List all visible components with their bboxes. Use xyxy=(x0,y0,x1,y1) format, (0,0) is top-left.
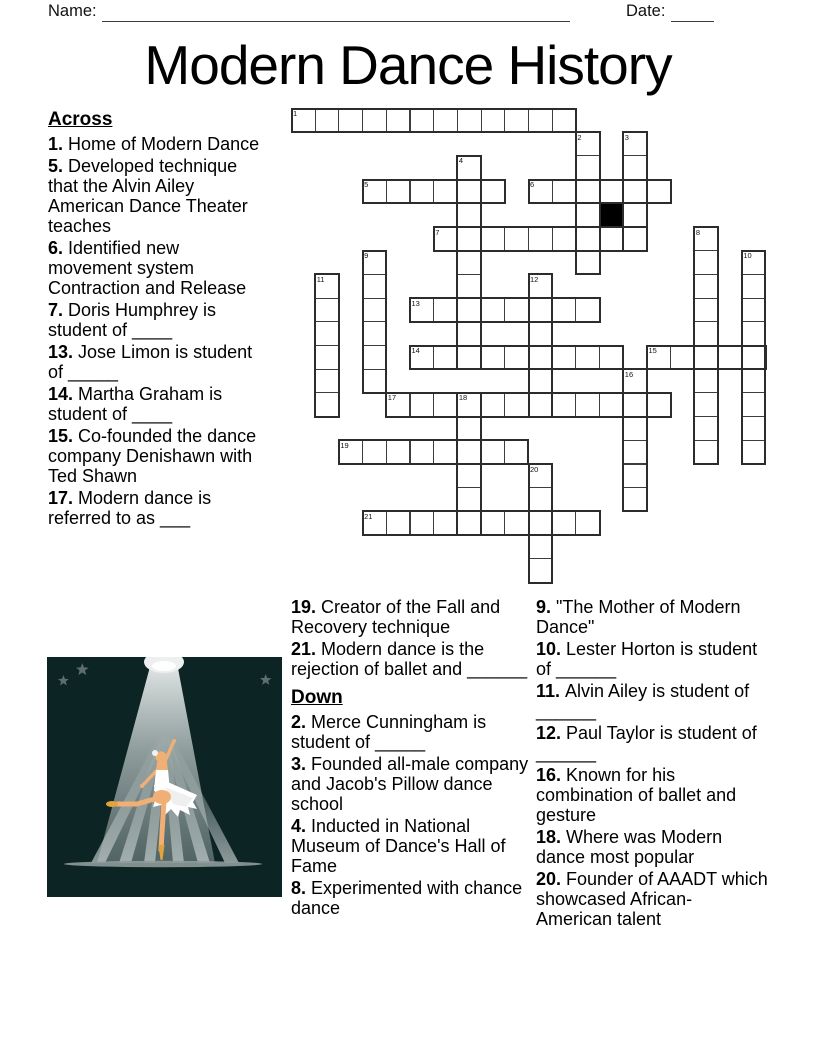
grid-cell[interactable] xyxy=(528,345,553,370)
clue-19: 19. Creator of the Fall and Recovery technique xyxy=(291,597,501,637)
clue-3: 3. Founded all-male company and Jacob's Pillow dance school xyxy=(291,754,529,814)
grid-cell[interactable] xyxy=(315,108,340,133)
grid-cell[interactable] xyxy=(457,416,482,441)
cell-number: 8 xyxy=(695,227,701,237)
clue-13: 13. Jose Limon is student of _____ xyxy=(48,342,253,382)
clue-20: 20. Founder of AAADT which showcased African-American talent xyxy=(536,869,768,929)
across-clues-column xyxy=(48,110,262,530)
cell-number: 15 xyxy=(648,346,657,355)
grid-cell[interactable] xyxy=(741,345,766,370)
date-label: Date: xyxy=(626,2,666,20)
grid-cell[interactable] xyxy=(575,392,600,417)
grid-cell[interactable] xyxy=(623,440,648,465)
across-clues-list xyxy=(48,134,262,528)
grid-cell[interactable] xyxy=(552,227,577,252)
grid-cell[interactable] xyxy=(528,321,553,346)
cell-number: 4 xyxy=(458,156,464,166)
grid-cell[interactable] xyxy=(741,392,766,417)
clue-18: 18. Where was Modern dance most popular xyxy=(536,827,723,867)
grid-cell[interactable] xyxy=(528,108,553,133)
grid-cell[interactable] xyxy=(362,108,387,133)
grid-cell[interactable] xyxy=(457,511,482,536)
grid-cell[interactable] xyxy=(457,203,482,228)
grid-cell[interactable] xyxy=(481,440,506,465)
grid-cell[interactable] xyxy=(433,392,458,417)
grid-cell[interactable] xyxy=(694,321,719,346)
cell-number: 12 xyxy=(530,274,539,284)
grid-cell[interactable] xyxy=(528,298,553,323)
clue-2: 2. Merce Cunningham is student of _____ xyxy=(291,712,487,752)
grid-cell[interactable] xyxy=(386,392,411,417)
grid-cell[interactable] xyxy=(433,345,458,370)
grid-cell[interactable] xyxy=(599,227,624,252)
black-cell xyxy=(599,203,624,228)
grid-cell[interactable] xyxy=(410,511,435,536)
grid-cell[interactable] xyxy=(362,440,387,465)
grid-cell[interactable] xyxy=(575,227,600,252)
grid-cell[interactable] xyxy=(623,369,648,394)
date-blank-line xyxy=(671,21,714,22)
down-header: Down xyxy=(291,687,343,708)
grid-cell[interactable] xyxy=(504,345,529,370)
cell-number: 20 xyxy=(530,464,539,474)
grid-cell[interactable] xyxy=(623,392,648,417)
cell-number: 13 xyxy=(411,298,420,308)
down-clues-list-continued xyxy=(536,597,768,929)
clue-12: 12. Paul Taylor is student of ______ xyxy=(536,723,757,763)
grid-cell[interactable] xyxy=(741,321,766,346)
grid-cell[interactable] xyxy=(741,369,766,394)
grid-cell[interactable] xyxy=(552,392,577,417)
grid-cell[interactable] xyxy=(504,227,529,252)
grid-cell[interactable] xyxy=(315,274,340,299)
grid-cell[interactable] xyxy=(457,108,482,133)
stage-lamp-glow xyxy=(152,661,176,671)
grid-cell[interactable] xyxy=(528,487,553,512)
grid-cell[interactable] xyxy=(362,369,387,394)
grid-cell[interactable] xyxy=(457,155,482,180)
grid-cell[interactable] xyxy=(410,298,435,323)
grid-cell[interactable] xyxy=(528,535,553,560)
grid-cell[interactable] xyxy=(410,440,435,465)
crossword-grid xyxy=(291,108,767,584)
grid-cell[interactable] xyxy=(528,392,553,417)
grid-cell[interactable] xyxy=(315,321,340,346)
grid-cell[interactable] xyxy=(386,511,411,536)
grid-cell[interactable] xyxy=(315,298,340,323)
grid-cell[interactable] xyxy=(575,155,600,180)
grid-cell[interactable] xyxy=(338,440,363,465)
grid-cell[interactable] xyxy=(741,274,766,299)
grid-cell[interactable] xyxy=(481,345,506,370)
grid-cell[interactable] xyxy=(670,345,695,370)
cell-number: 18 xyxy=(458,393,468,403)
grid-cell[interactable] xyxy=(291,108,316,133)
grid-cell[interactable] xyxy=(481,392,506,417)
grid-cell[interactable] xyxy=(575,132,600,157)
across-clues-list-continued xyxy=(291,597,533,679)
grid-cell[interactable] xyxy=(718,345,743,370)
grid-cell[interactable] xyxy=(623,416,648,441)
grid-cell[interactable] xyxy=(694,416,719,441)
name-label: Name: xyxy=(48,2,97,20)
stage-floor xyxy=(64,861,262,867)
grid-cell[interactable] xyxy=(386,440,411,465)
grid-cell[interactable] xyxy=(552,179,577,204)
clue-6: 6. Identified new movement system Contraction and Release xyxy=(48,238,247,298)
cell-number: 7 xyxy=(435,227,440,237)
cell-number: 5 xyxy=(364,180,369,190)
grid-cell[interactable] xyxy=(386,179,411,204)
grid-cell[interactable] xyxy=(694,345,719,370)
grid-cell[interactable] xyxy=(433,298,458,323)
grid-cell[interactable] xyxy=(386,108,411,133)
clue-21: 21. Modern dance is the rejection of ballet and ______ xyxy=(291,639,528,679)
cell-number: 9 xyxy=(364,251,369,261)
grid-cell[interactable] xyxy=(410,345,435,370)
grid-cell[interactable] xyxy=(694,227,719,252)
grid-cell[interactable] xyxy=(481,227,506,252)
grid-cell[interactable] xyxy=(623,464,648,489)
grid-cell[interactable] xyxy=(694,440,719,465)
grid-cell[interactable] xyxy=(741,416,766,441)
grid-cell[interactable] xyxy=(362,345,387,370)
across-header: Across xyxy=(48,109,113,130)
grid-cell[interactable] xyxy=(647,392,672,417)
grid-cell[interactable] xyxy=(741,250,766,275)
clue-14: 14. Martha Graham is student of ____ xyxy=(48,384,223,424)
grid-cell[interactable] xyxy=(741,440,766,465)
grid-cell[interactable] xyxy=(362,298,387,323)
grid-cell[interactable] xyxy=(457,392,482,417)
grid-cell[interactable] xyxy=(338,108,363,133)
grid-cell[interactable] xyxy=(504,511,529,536)
grid-cell[interactable] xyxy=(552,511,577,536)
grid-cell[interactable] xyxy=(552,298,577,323)
clue-10: 10. Lester Horton is student of ______ xyxy=(536,639,758,679)
cell-number: 19 xyxy=(340,440,349,450)
grid-cell[interactable] xyxy=(481,511,506,536)
grid-cell[interactable] xyxy=(457,440,482,465)
grid-cell[interactable] xyxy=(528,558,553,583)
grid-cell[interactable] xyxy=(481,108,506,133)
grid-cell[interactable] xyxy=(457,274,482,299)
grid-cell[interactable] xyxy=(504,108,529,133)
grid-cell[interactable] xyxy=(694,250,719,275)
cell-number: 11 xyxy=(316,274,325,284)
clue-11: 11. Alvin Ailey is student of ______ xyxy=(536,681,750,721)
grid-cell[interactable] xyxy=(362,250,387,275)
grid-cell[interactable] xyxy=(433,440,458,465)
grid-cell[interactable] xyxy=(694,274,719,299)
grid-cell[interactable] xyxy=(694,369,719,394)
grid-cell[interactable] xyxy=(575,179,600,204)
down-clues-list xyxy=(291,712,533,918)
pointe-shoe xyxy=(106,801,118,807)
grid-cell[interactable] xyxy=(575,203,600,228)
grid-cell[interactable] xyxy=(623,155,648,180)
grid-cell[interactable] xyxy=(694,298,719,323)
grid-cell[interactable] xyxy=(575,250,600,275)
grid-cell[interactable] xyxy=(528,464,553,489)
grid-cell[interactable] xyxy=(528,511,553,536)
clue-15: 15. Co-founded the dance company Denishawn with Ted Shawn xyxy=(48,426,257,486)
grid-cell[interactable] xyxy=(457,487,482,512)
grid-cell[interactable] xyxy=(741,298,766,323)
cell-number: 21 xyxy=(364,511,373,521)
clue-17: 17. Modern dance is referred to as ___ xyxy=(48,488,212,528)
grid-cell[interactable] xyxy=(504,298,529,323)
grid-cell[interactable] xyxy=(504,440,529,465)
grid-cell[interactable] xyxy=(457,345,482,370)
grid-cell[interactable] xyxy=(528,274,553,299)
cell-number: 1 xyxy=(293,109,298,118)
grid-cell[interactable] xyxy=(575,298,600,323)
grid-cell[interactable] xyxy=(552,345,577,370)
clue-7: 7. Doris Humphrey is student of ____ xyxy=(48,300,217,340)
grid-cell[interactable] xyxy=(481,298,506,323)
cell-number: 10 xyxy=(743,251,752,261)
grid-cell[interactable] xyxy=(647,179,672,204)
grid-cell[interactable] xyxy=(410,108,435,133)
grid-cell[interactable] xyxy=(528,179,553,204)
grid-cell[interactable] xyxy=(575,345,600,370)
clue-9: 9. "The Mother of Modern Dance" xyxy=(536,597,741,637)
grid-cell[interactable] xyxy=(623,179,648,204)
clue-8: 8. Experimented with chance dance xyxy=(291,878,523,918)
grid-cell[interactable] xyxy=(647,345,672,370)
clue-5: 5. Developed technique that the Alvin Ailey American Dance Theater teaches xyxy=(48,156,248,236)
grid-cell[interactable] xyxy=(362,274,387,299)
grid-cell[interactable] xyxy=(433,511,458,536)
grid-cell[interactable] xyxy=(457,179,482,204)
grid-cell[interactable] xyxy=(457,298,482,323)
clue-4: 4. Inducted in National Museum of Dance's Hall of Fame xyxy=(291,816,506,876)
middle-clues-column xyxy=(291,597,533,920)
clue-16: 16. Known for his combination of ballet and gesture xyxy=(536,765,737,825)
grid-cell[interactable] xyxy=(457,464,482,489)
grid-cell[interactable] xyxy=(315,369,340,394)
grid-cell[interactable] xyxy=(599,392,624,417)
page-title: Modern Dance History xyxy=(144,34,672,96)
grid-cell[interactable] xyxy=(457,227,482,252)
clue-1: 1. Home of Modern Dance xyxy=(48,134,260,154)
grid-cell[interactable] xyxy=(433,227,458,252)
cell-number: 3 xyxy=(624,132,629,142)
grid-cell[interactable] xyxy=(410,392,435,417)
grid-cell[interactable] xyxy=(315,392,340,417)
right-clues-column xyxy=(536,597,768,931)
grid-cell[interactable] xyxy=(315,345,340,370)
cell-number: 17 xyxy=(387,393,397,403)
grid-cell[interactable] xyxy=(481,179,506,204)
grid-cell[interactable] xyxy=(599,179,624,204)
name-blank-line xyxy=(102,21,570,22)
grid-cell[interactable] xyxy=(433,179,458,204)
cell-number: 2 xyxy=(577,132,582,142)
grid-cell[interactable] xyxy=(504,392,529,417)
grid-cell[interactable] xyxy=(599,345,624,370)
cell-number: 16 xyxy=(624,369,634,379)
grid-cell[interactable] xyxy=(528,227,553,252)
grid-cell[interactable] xyxy=(362,511,387,536)
grid-cell[interactable] xyxy=(694,392,719,417)
grid-cell[interactable] xyxy=(457,250,482,275)
grid-cell[interactable] xyxy=(623,487,648,512)
grid-cell[interactable] xyxy=(410,179,435,204)
grid-cell[interactable] xyxy=(528,369,553,394)
grid-cell[interactable] xyxy=(575,511,600,536)
grid-cell[interactable] xyxy=(623,203,648,228)
grid-cell[interactable] xyxy=(552,108,577,133)
grid-cell[interactable] xyxy=(623,132,648,157)
grid-cell[interactable] xyxy=(362,321,387,346)
cell-number: 14 xyxy=(411,346,420,355)
grid-cell[interactable] xyxy=(623,227,648,252)
grid-cell[interactable] xyxy=(433,108,458,133)
cell-number: 6 xyxy=(530,180,535,190)
grid-cell[interactable] xyxy=(362,179,387,204)
ballet-dancer-image xyxy=(47,657,282,897)
grid-cell[interactable] xyxy=(457,321,482,346)
